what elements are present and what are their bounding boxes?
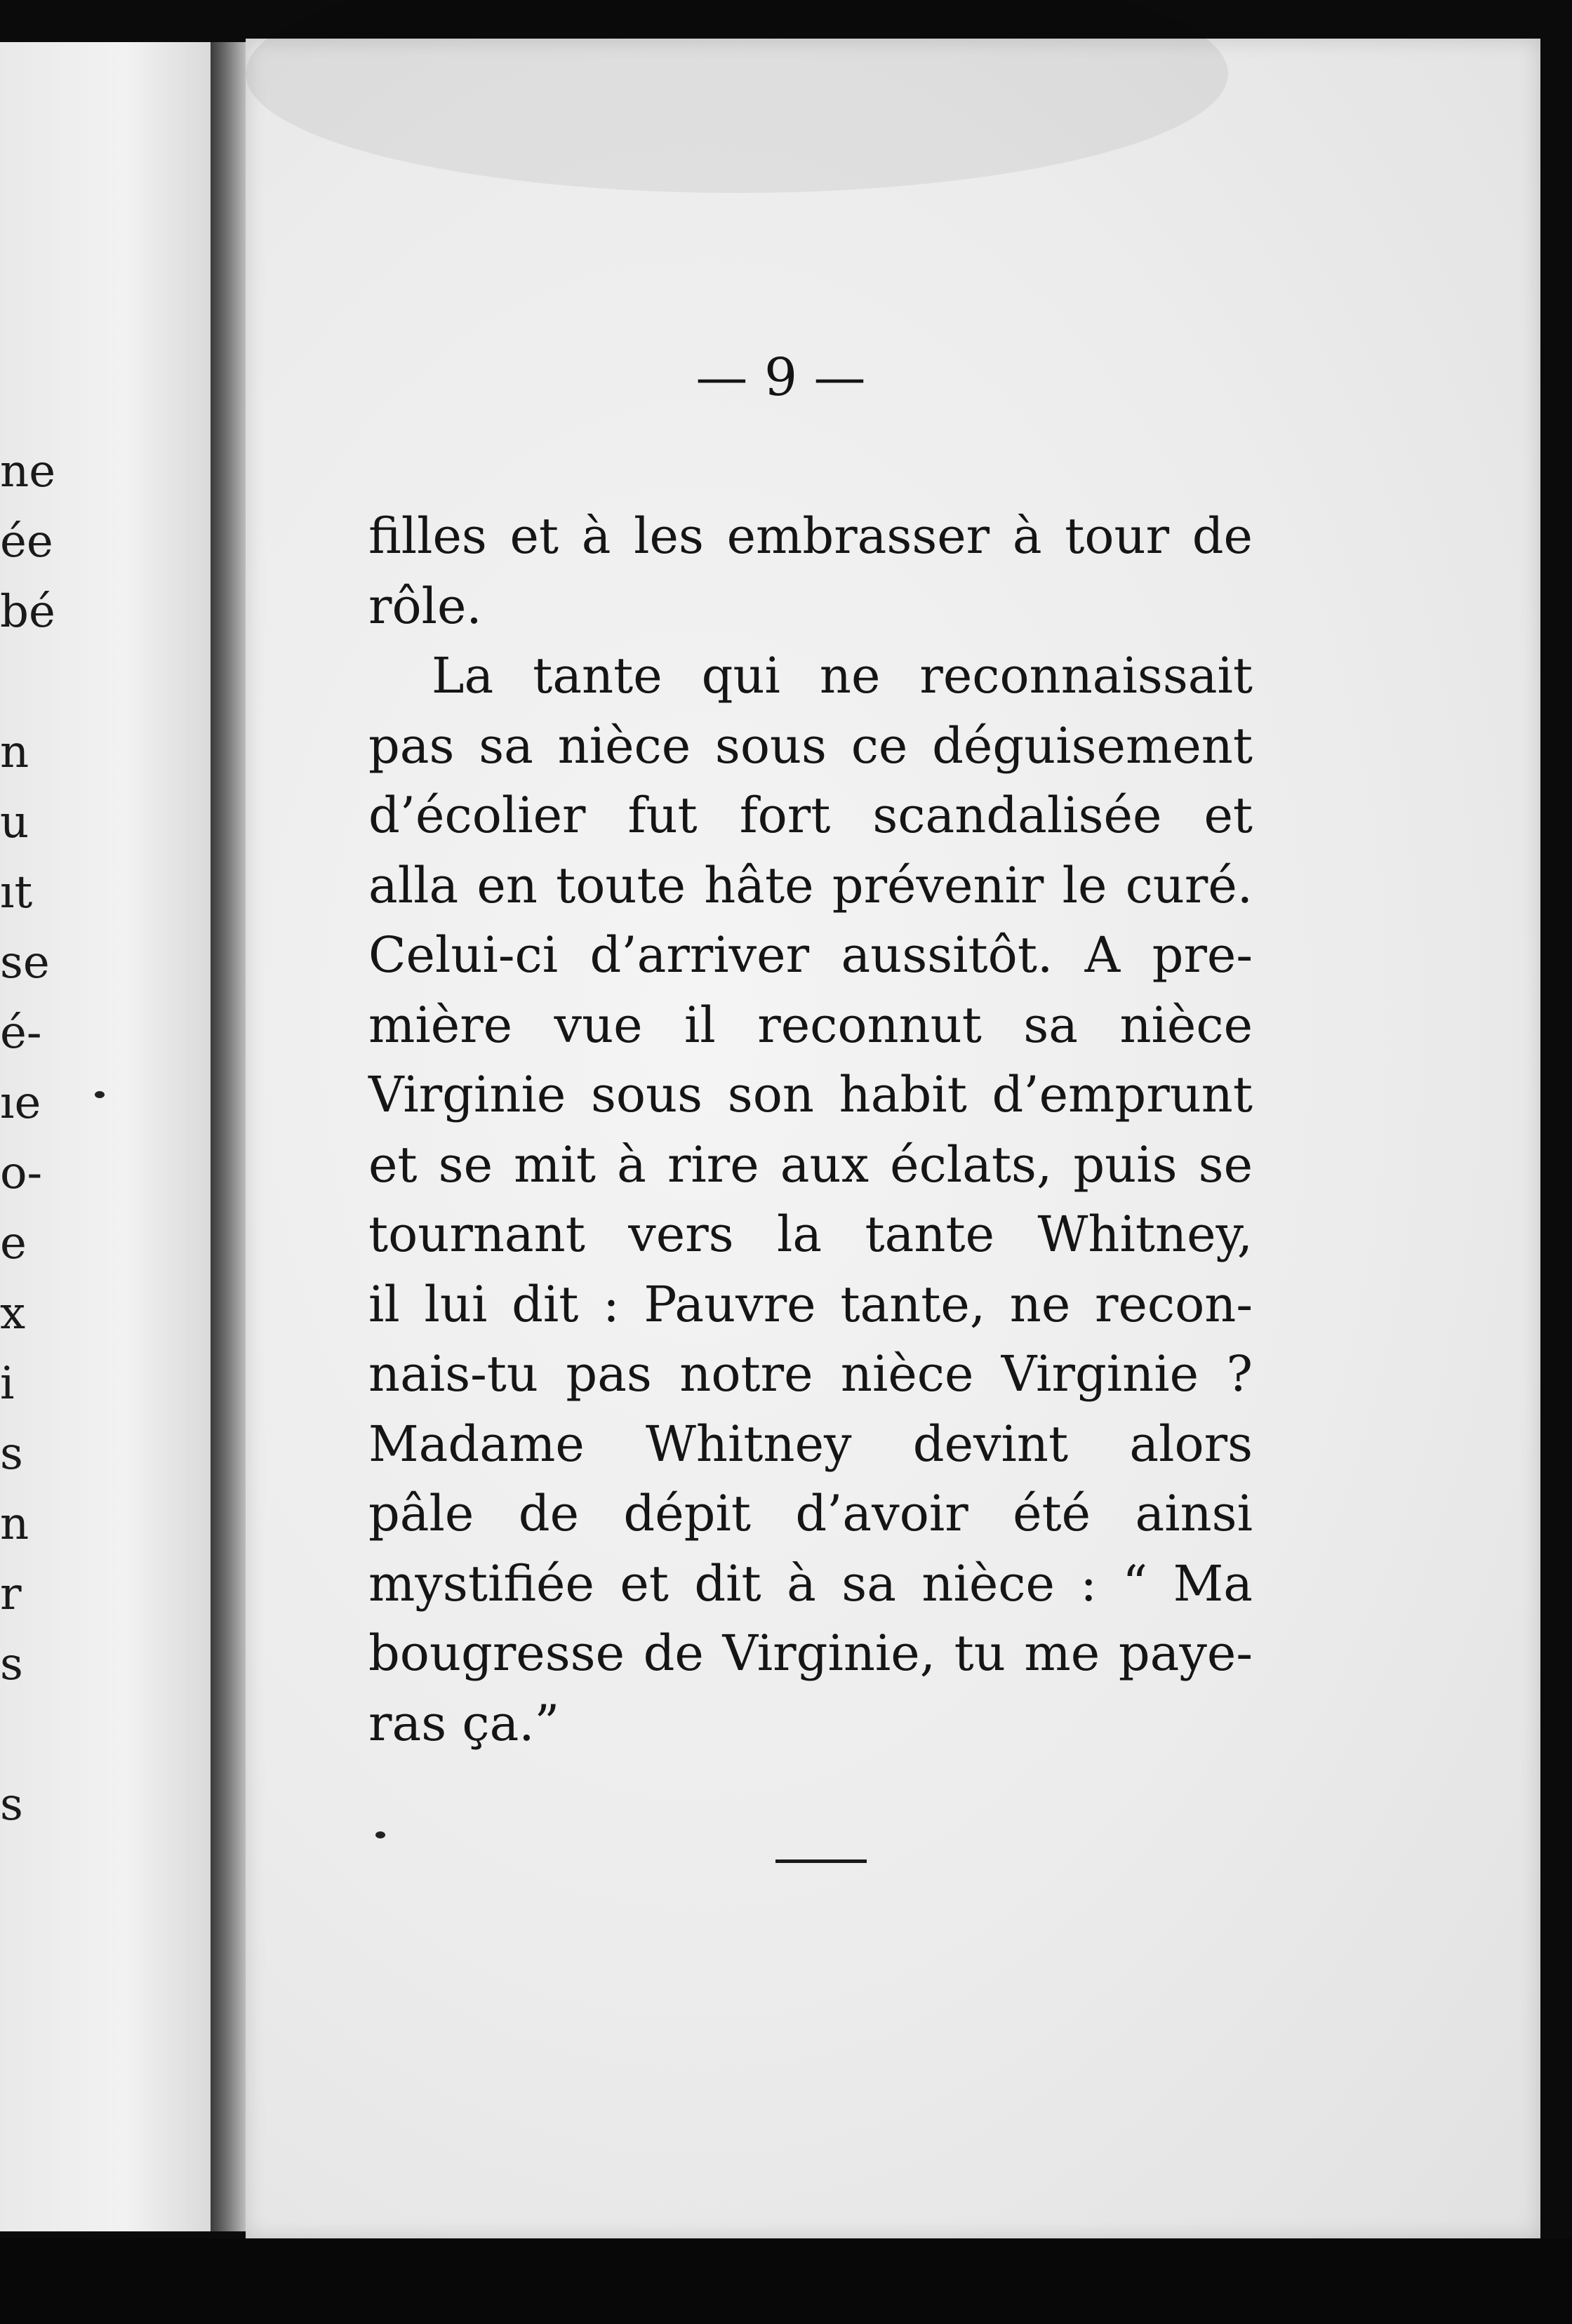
text-line: Madame Whitney devint alors (368, 1415, 1253, 1473)
left-fragment: n (0, 726, 29, 778)
text-line: La tante qui ne reconnaissait (432, 647, 1253, 704)
ink-speck (95, 1091, 105, 1098)
text-line: filles et à les embrasser à tour de (368, 507, 1253, 565)
left-fragment: x (0, 1288, 26, 1340)
left-fragment: ıe (0, 1077, 41, 1129)
end-rule-divider (775, 1859, 867, 1863)
text-line: Celui-ci d’arriver aussitôt. A pre- (368, 926, 1253, 984)
text-line: nais-tu pas notre nièce Virginie ? (368, 1345, 1253, 1403)
text-line: pas sa nièce sous ce déguisement (368, 716, 1253, 775)
text-line: mière vue il reconnut sa nièce (368, 996, 1253, 1054)
body-text (368, 502, 1253, 1758)
page-number: — 9 — (695, 347, 866, 408)
left-fragment: se (0, 937, 50, 989)
page-curl-shadow (246, 0, 1228, 193)
text-line: il lui dit : Pauvre tante, ne recon- (368, 1275, 1253, 1333)
left-fragment: bé (0, 586, 55, 638)
text-line: bougresse de Virginie, tu me paye- (368, 1624, 1253, 1682)
left-fragment: é- (0, 1007, 42, 1059)
left-fragment: ne (0, 446, 56, 497)
text-line: rôle. (368, 577, 482, 635)
left-fragment: s (0, 1779, 23, 1831)
text-line: ras ça.” (368, 1694, 560, 1752)
text-line: tournant vers la tante Whitney, (368, 1206, 1253, 1263)
left-fragment: n (0, 1498, 29, 1550)
left-fragment: s (0, 1638, 23, 1690)
right-page (246, 39, 1540, 2238)
text-line: alla en toute hâte prévenir le curé. (368, 856, 1253, 914)
left-fragment: r (0, 1568, 22, 1620)
left-fragment: ıt (0, 867, 33, 919)
left-fragment: i (0, 1358, 15, 1410)
left-fragment: ée (0, 516, 53, 568)
text-line: d’écolier fut fort scandalisée et (368, 787, 1253, 844)
left-fragment: s (0, 1428, 23, 1480)
left-fragment: o- (0, 1147, 43, 1199)
scan-bottom-edge (0, 2238, 1572, 2324)
left-fragment: e (0, 1217, 27, 1269)
left-fragment: u (0, 796, 29, 848)
text-line: pâle de dépit d’avoir été ainsi (368, 1485, 1253, 1542)
text-line: mystifiée et dit à sa nièce : “ Ma (368, 1554, 1253, 1612)
text-line: Virginie sous son habit d’emprunt (368, 1066, 1253, 1123)
text-line: et se mit à rire aux éclats, puis se (368, 1135, 1253, 1194)
ink-speck (375, 1831, 385, 1838)
